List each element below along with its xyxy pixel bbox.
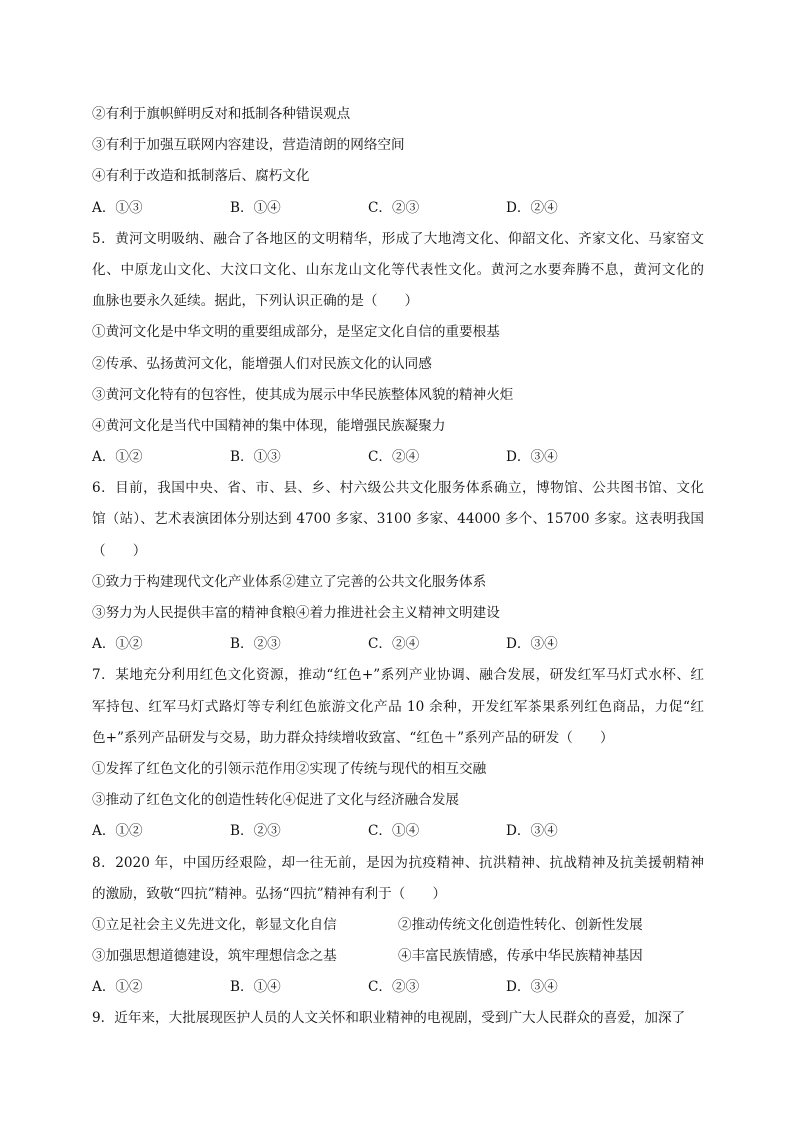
answer-option: D．②④ [506,199,558,216]
answer-options [92,442,704,473]
statement-line: ①发挥了红色文化的引领示范作用②实现了传统与现代的相互交融 [92,760,487,777]
question-stem-line: 军持包、红军马灯式路灯等专利红色旅游文化产品 10 余种，开发红军茶果系列红色商品，力促“红 [92,698,704,715]
answer-option: A．①② [92,979,143,996]
question-content [92,99,704,1035]
answer-option: C．②④ [368,449,420,466]
answer-option: C．②④ [368,636,420,653]
answer-option: A．①② [92,636,143,653]
statement-line: ③黄河文化特有的包容性，使其成为展示中华民族整体风貌的精神火炬 [92,386,514,403]
statement-line: ②有利于旗帜鲜明反对和抵制各种错误观点 [92,106,351,122]
question-stem-line: （ ） [92,542,147,559]
answer-option: C．②③ [368,199,420,216]
answer-option: B．①④ [230,199,281,216]
answer-option: D．③④ [506,823,558,840]
statement-item: ②推动传统文化创造性转化、创新性发展 [398,916,643,933]
question-stem-line: 7．某地充分利用红色文化资源，推动“红色+”系列产业协调、融合发展，研发红军马灯式水杯、红 [92,667,704,684]
question-stem-line: 5．黄河文明吸纳、融合了各地区的文明精华，形成了大地湾文化、仰韶文化、齐家文化、马家窑文 [92,230,704,247]
answer-options [92,193,704,224]
statement-item: ③加强思想道德建设，筑牢理想信念之基 [92,948,337,965]
statement-line: ④黄河文化是当代中国精神的集中体现，能增强民族凝聚力 [92,417,446,434]
answer-option: A．①② [92,823,143,840]
question-stem-line: 8．2020 年，中国历经艰险，却一往无前，是因为抗疫精神、抗洪精神、抗战精神及抗美援朝精神 [92,854,704,871]
statement-pair [92,910,704,941]
answer-options [92,816,704,847]
statement-item: ①立足社会主义先进文化，彰显文化自信 [92,916,337,933]
question-stem-line: 色+”系列产品研发与交易，助力群众持续增收致富、“红色＋”系列产品的研发（ ） [92,729,614,746]
question-stem-line: 血脉也要永久延续。据此，下列认识正确的是（ ） [92,293,419,310]
answer-option: D．③④ [506,636,558,653]
answer-option: D．③④ [506,979,558,996]
answer-option: A．①③ [92,199,143,216]
statement-pair [92,941,704,972]
answer-option: A．①② [92,449,143,466]
answer-options [92,629,704,660]
answer-option: B．①③ [230,449,281,466]
answer-option: B．②③ [230,636,281,653]
statement-line: ③推动了红色文化的创造性转化④促进了文化与经济融合发展 [92,792,460,809]
statement-line: ④有利于改造和抵制落后、腐朽文化 [92,168,310,185]
answer-option: D．③④ [506,449,558,466]
question-stem-line: 的激励，致敬“四抗”精神。弘扬“四抗”精神有利于（ ） [92,885,447,902]
statement-line: ③有利于加强互联网内容建设，营造清朗的网络空间 [92,137,405,154]
statement-item: ④丰富民族情感，传承中华民族精神基因 [398,948,643,965]
answer-option: C．①④ [368,823,420,840]
question-stem-line: 6．目前，我国中央、省、市、县、乡、村六级公共文化服务体系确立，博物馆、公共图书馆、文化 [92,480,704,497]
answer-option: B．①④ [230,979,281,996]
answer-options [92,972,704,1003]
question-stem-line: 馆（站）、艺术表演团体分别达到 4700 多家、3100 多家、44000 多个、15700 多家。这表明我国 [92,511,704,528]
statement-line: ③努力为人民提供丰富的精神食粮④着力推进社会主义精神文明建设 [92,605,500,621]
statement-line: ①致力于构建现代文化产业体系②建立了完善的公共文化服务体系 [92,573,487,590]
question-stem-line: 化、中原龙山文化、大汶口文化、山东龙山文化等代表性文化。黄河之水要奔腾不息，黄河文化的 [92,261,704,278]
question-stem-line: 9．近年来，大批展现医护人员的人文关怀和职业精神的电视剧，受到广大人民群众的喜爱，加深了 [92,1010,686,1027]
answer-option: C．②③ [368,979,420,996]
answer-option: B．②③ [230,823,281,840]
statement-line: ①黄河文化是中华文明的重要组成部分，是坚定文化自信的重要根基 [92,324,500,341]
statement-line: ②传承、弘扬黄河文化，能增强人们对民族文化的认同感 [92,355,432,372]
